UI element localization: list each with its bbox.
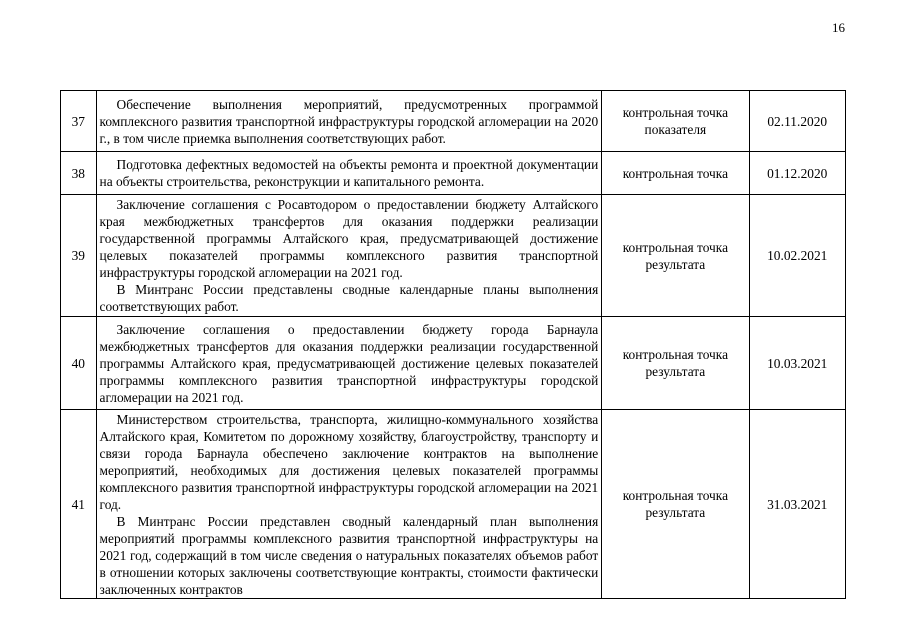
control-point-date: 10.02.2021 bbox=[749, 195, 846, 317]
control-point-date: 10.03.2021 bbox=[749, 317, 846, 410]
description-paragraph: Обеспечение выполнения мероприятий, предусмотренных программой комплексного развития транспортной инфраструктуры городской агломерации на 2020 г., в том числе приемка выполнения соответствующих работ. bbox=[99, 96, 599, 146]
row-description bbox=[96, 152, 602, 195]
table-row bbox=[61, 410, 846, 599]
control-point-type: контрольная точка показателя bbox=[602, 91, 749, 152]
row-number: 37 bbox=[61, 91, 97, 152]
control-point-date: 01.12.2020 bbox=[749, 152, 846, 195]
row-description bbox=[96, 317, 602, 410]
row-description bbox=[96, 91, 602, 152]
control-point-type: контрольная точка результата bbox=[602, 317, 749, 410]
table-row bbox=[61, 317, 846, 410]
page-number: 16 bbox=[832, 20, 845, 35]
row-number: 40 bbox=[61, 317, 97, 410]
description-paragraph: Министерством строительства, транспорта, жилищно-коммунального хозяйства Алтайского края, Комитетом по дорожному хозяйству, благоустройству, транспорту и связи города Барнаула обеспечено заключение контрактов на выполнение мероприятий, необходимых для достижения целевых показателей программы комплексного развития транспортной инфраструктуры городской агломерации на 2021 год. bbox=[99, 411, 599, 512]
control-point-type: контрольная точка bbox=[602, 152, 749, 195]
description-paragraph: В Минтранс России представлен сводный календарный план выполнения мероприятий программы комплексного развития транспортной инфраструктуры на 2021 год, содержащий в том числе сведения о натуральных показателях объемов работ в отношении которых заключены соответствующие контракты, стоимости фактически заключенных контрактов bbox=[99, 513, 599, 597]
description-paragraph: Заключение соглашения о предоставлении бюджету города Барнаула межбюджетных трансфертов для оказания поддержки реализации государственной программы Алтайского края, предусматривающей достижение целевых показателей программы комплексного развития транспортной инфраструктуры городской агломерации на 2021 год. bbox=[99, 321, 599, 405]
row-number: 41 bbox=[61, 410, 97, 599]
description-paragraph: В Минтранс России представлены сводные календарные планы выполнения соответствующих работ. bbox=[99, 282, 599, 314]
row-number: 38 bbox=[61, 152, 97, 195]
row-description bbox=[96, 410, 602, 599]
description-paragraph: Заключение соглашения с Росавтодором о предоставлении бюджету Алтайского края межбюджетных трансфертов для оказания поддержки реализации государственной программы Алтайского края, предусматривающей достижение целевых показателей программы комплексного развития транспортной инфраструктуры городской агломерации на 2021 год. bbox=[99, 197, 599, 280]
control-point-date: 02.11.2020 bbox=[749, 91, 846, 152]
control-point-type: контрольная точка результата bbox=[602, 195, 749, 317]
control-point-type: контрольная точка результата bbox=[602, 410, 749, 599]
table-row bbox=[61, 91, 846, 152]
table-row bbox=[61, 152, 846, 195]
description-paragraph: Подготовка дефектных ведомостей на объекты ремонта и проектной документации на объекты строительства, реконструкции и капитального ремонта. bbox=[99, 157, 599, 189]
table-row bbox=[61, 195, 846, 317]
row-description bbox=[96, 195, 602, 317]
row-number: 39 bbox=[61, 195, 97, 317]
control-point-date: 31.03.2021 bbox=[749, 410, 846, 599]
control-points-table bbox=[60, 90, 846, 599]
